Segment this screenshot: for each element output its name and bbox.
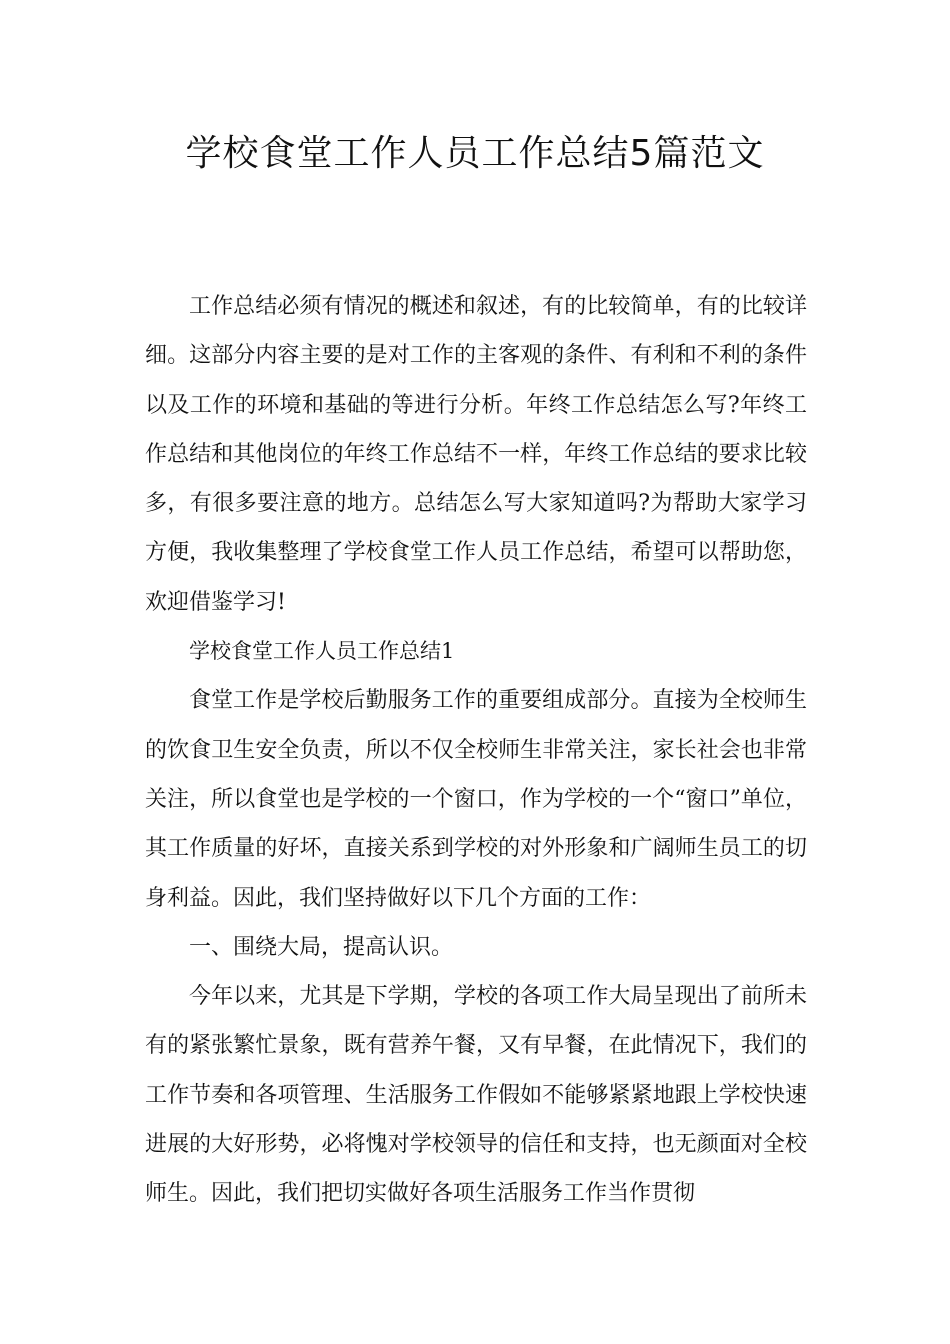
intro-paragraph: 工作总结必须有情况的概述和叙述，有的比较简单，有的比较详细。这部分内容主要的是对工作的主客观的条件、有利和不利的条件以及工作的环境和基础的等进行分析。年终工作总结怎么写?年终工作总结和其他岗位的年终工作总结不一样，年终工作总结的要求比较多，有很多要注意的地方。总结怎么写大家知道吗?为帮助大家学习方便，我收集整理了学校食堂工作人员工作总结，希望可以帮助您，欢迎借鉴学习! [145,294,807,615]
document-title: 学校食堂工作人员工作总结5篇范文 [185,133,765,174]
section-heading-1: 学校食堂工作人员工作总结1 [189,639,455,664]
body-paragraph-2: 今年以来，尤其是下学期，学校的各项工作大局呈现出了前所未有的紧张繁忙景象，既有营养午餐，又有早餐，在此情况下，我们的工作节奏和各项管理、生活服务工作假如不能够紧紧地跟上学校快速进展的大好形势，必将愧对学校领导的信任和支持，也无颜面对全校师生。因此，我们把切实做好各项生活服务工作当作贯彻 [145,984,807,1207]
document-body [145,282,807,1219]
subsection-heading-1: 一、围绕大局，提高认识。 [189,934,454,960]
body-paragraph-1: 食堂工作是学校后勤服务工作的重要组成部分。直接为全校师生的饮食卫生安全负责，所以不仅全校师生非常关注，家长社会也非常关注，所以食堂也是学校的一个窗口，作为学校的一个“窗口”单位，其工作质量的好坏，直接关系到学校的对外形象和广阔师生员工的切身利益。因此，我们坚持做好以下几个方面的工作： [145,688,807,911]
